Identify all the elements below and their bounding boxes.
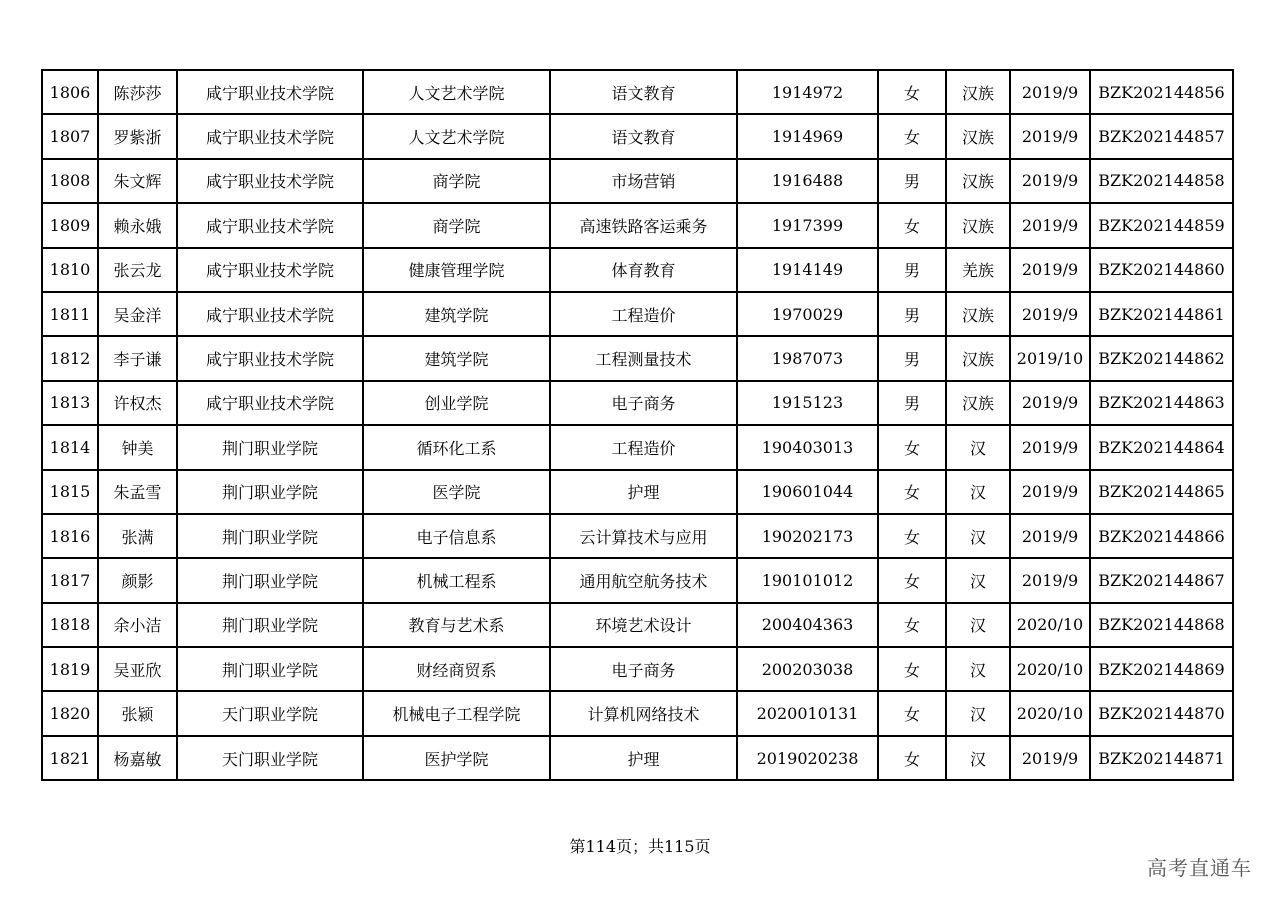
student-name-cell: 钟美: [98, 425, 177, 469]
gender-cell: 女: [878, 514, 946, 558]
ethnicity-cell: 汉: [946, 603, 1010, 647]
certificate-number-cell: BZK202144862: [1090, 336, 1233, 380]
major-cell: 市场营销: [550, 159, 737, 203]
table-row: [42, 292, 1233, 336]
gender-cell: 男: [878, 292, 946, 336]
page-indicator: 第114页；共115页: [569, 837, 711, 856]
student-name-cell: 吴金洋: [98, 292, 177, 336]
gender-cell: 女: [878, 425, 946, 469]
gender-cell: 女: [878, 558, 946, 602]
certificate-number-cell: BZK202144871: [1090, 736, 1233, 780]
table-row: [42, 425, 1233, 469]
department-cell: 循环化工系: [363, 425, 550, 469]
student-id-cell: 190601044: [737, 470, 878, 514]
student-name-cell: 颜影: [98, 558, 177, 602]
student-id-cell: 200203038: [737, 647, 878, 691]
school-cell: 荆门职业学院: [177, 558, 363, 602]
ethnicity-cell: 汉族: [946, 114, 1010, 158]
certificate-number-cell: BZK202144859: [1090, 203, 1233, 247]
department-cell: 健康管理学院: [363, 248, 550, 292]
ethnicity-cell: 汉: [946, 558, 1010, 602]
department-cell: 医学院: [363, 470, 550, 514]
enrollment-date-cell: 2019/9: [1010, 514, 1090, 558]
enrollment-date-cell: 2019/9: [1010, 70, 1090, 114]
ethnicity-cell: 汉: [946, 647, 1010, 691]
department-cell: 创业学院: [363, 381, 550, 425]
student-name-cell: 杨嘉敏: [98, 736, 177, 780]
enrollment-date-cell: 2019/9: [1010, 203, 1090, 247]
ethnicity-cell: 汉族: [946, 336, 1010, 380]
serial-number-cell: 1809: [42, 203, 98, 247]
serial-number-cell: 1819: [42, 647, 98, 691]
major-cell: 通用航空航务技术: [550, 558, 737, 602]
table-body: [42, 70, 1233, 780]
certificate-number-cell: BZK202144865: [1090, 470, 1233, 514]
department-cell: 财经商贸系: [363, 647, 550, 691]
major-cell: 工程造价: [550, 425, 737, 469]
school-cell: 天门职业学院: [177, 691, 363, 735]
student-id-cell: 1914149: [737, 248, 878, 292]
major-cell: 护理: [550, 470, 737, 514]
school-cell: 荆门职业学院: [177, 647, 363, 691]
enrollment-date-cell: 2020/10: [1010, 647, 1090, 691]
serial-number-cell: 1810: [42, 248, 98, 292]
school-cell: 咸宁职业技术学院: [177, 381, 363, 425]
table-row: [42, 736, 1233, 780]
serial-number-cell: 1821: [42, 736, 98, 780]
certificate-number-cell: BZK202144861: [1090, 292, 1233, 336]
certificate-number-cell: BZK202144860: [1090, 248, 1233, 292]
major-cell: 工程测量技术: [550, 336, 737, 380]
certificate-number-cell: BZK202144856: [1090, 70, 1233, 114]
gender-cell: 男: [878, 381, 946, 425]
gender-cell: 女: [878, 470, 946, 514]
department-cell: 教育与艺术系: [363, 603, 550, 647]
major-cell: 计算机网络技术: [550, 691, 737, 735]
gender-cell: 女: [878, 691, 946, 735]
ethnicity-cell: 汉: [946, 514, 1010, 558]
student-name-cell: 张云龙: [98, 248, 177, 292]
gender-cell: 女: [878, 603, 946, 647]
student-name-cell: 赖永娥: [98, 203, 177, 247]
student-id-cell: 190101012: [737, 558, 878, 602]
certificate-number-cell: BZK202144857: [1090, 114, 1233, 158]
school-cell: 荆门职业学院: [177, 470, 363, 514]
serial-number-cell: 1814: [42, 425, 98, 469]
serial-number-cell: 1818: [42, 603, 98, 647]
ethnicity-cell: 汉族: [946, 70, 1010, 114]
enrollment-date-cell: 2019/9: [1010, 425, 1090, 469]
school-cell: 咸宁职业技术学院: [177, 336, 363, 380]
enrollment-date-cell: 2019/9: [1010, 292, 1090, 336]
department-cell: 电子信息系: [363, 514, 550, 558]
ethnicity-cell: 汉族: [946, 203, 1010, 247]
student-name-cell: 朱文辉: [98, 159, 177, 203]
gender-cell: 女: [878, 70, 946, 114]
serial-number-cell: 1817: [42, 558, 98, 602]
enrollment-date-cell: 2019/9: [1010, 381, 1090, 425]
school-cell: 荆门职业学院: [177, 425, 363, 469]
department-cell: 建筑学院: [363, 336, 550, 380]
ethnicity-cell: 汉: [946, 736, 1010, 780]
student-id-cell: 1914969: [737, 114, 878, 158]
school-cell: 咸宁职业技术学院: [177, 248, 363, 292]
student-id-cell: 1987073: [737, 336, 878, 380]
gender-cell: 女: [878, 736, 946, 780]
student-id-cell: 200404363: [737, 603, 878, 647]
department-cell: 机械电子工程学院: [363, 691, 550, 735]
department-cell: 医护学院: [363, 736, 550, 780]
student-roster-table: [41, 69, 1234, 781]
major-cell: 体育教育: [550, 248, 737, 292]
student-id-cell: 2020010131: [737, 691, 878, 735]
school-cell: 咸宁职业技术学院: [177, 159, 363, 203]
watermark: 高考直通车: [1147, 856, 1252, 880]
department-cell: 商学院: [363, 159, 550, 203]
enrollment-date-cell: 2019/9: [1010, 114, 1090, 158]
enrollment-date-cell: 2019/9: [1010, 736, 1090, 780]
department-cell: 机械工程系: [363, 558, 550, 602]
certificate-number-cell: BZK202144868: [1090, 603, 1233, 647]
department-cell: 商学院: [363, 203, 550, 247]
major-cell: 高速铁路客运乘务: [550, 203, 737, 247]
certificate-number-cell: BZK202144867: [1090, 558, 1233, 602]
ethnicity-cell: 汉: [946, 470, 1010, 514]
major-cell: 语文教育: [550, 114, 737, 158]
certificate-number-cell: BZK202144866: [1090, 514, 1233, 558]
student-name-cell: 陈莎莎: [98, 70, 177, 114]
major-cell: 护理: [550, 736, 737, 780]
table-row: [42, 114, 1233, 158]
student-id-cell: 1917399: [737, 203, 878, 247]
school-cell: 荆门职业学院: [177, 514, 363, 558]
student-name-cell: 许权杰: [98, 381, 177, 425]
serial-number-cell: 1807: [42, 114, 98, 158]
ethnicity-cell: 汉: [946, 691, 1010, 735]
table-row: [42, 336, 1233, 380]
student-name-cell: 李子谦: [98, 336, 177, 380]
table-row: [42, 381, 1233, 425]
gender-cell: 男: [878, 248, 946, 292]
enrollment-date-cell: 2019/9: [1010, 470, 1090, 514]
student-name-cell: 吴亚欣: [98, 647, 177, 691]
certificate-number-cell: BZK202144863: [1090, 381, 1233, 425]
ethnicity-cell: 汉族: [946, 159, 1010, 203]
major-cell: 语文教育: [550, 70, 737, 114]
ethnicity-cell: 汉: [946, 425, 1010, 469]
student-name-cell: 罗紫浙: [98, 114, 177, 158]
enrollment-date-cell: 2020/10: [1010, 691, 1090, 735]
ethnicity-cell: 羌族: [946, 248, 1010, 292]
table-row: [42, 647, 1233, 691]
student-id-cell: 1970029: [737, 292, 878, 336]
enrollment-date-cell: 2019/9: [1010, 159, 1090, 203]
enrollment-date-cell: 2019/10: [1010, 336, 1090, 380]
major-cell: 电子商务: [550, 381, 737, 425]
table-row: [42, 470, 1233, 514]
school-cell: 天门职业学院: [177, 736, 363, 780]
school-cell: 荆门职业学院: [177, 603, 363, 647]
table-row: [42, 603, 1233, 647]
serial-number-cell: 1820: [42, 691, 98, 735]
student-name-cell: 余小洁: [98, 603, 177, 647]
serial-number-cell: 1813: [42, 381, 98, 425]
serial-number-cell: 1815: [42, 470, 98, 514]
certificate-number-cell: BZK202144864: [1090, 425, 1233, 469]
school-cell: 咸宁职业技术学院: [177, 114, 363, 158]
student-name-cell: 张颍: [98, 691, 177, 735]
student-id-cell: 190403013: [737, 425, 878, 469]
enrollment-date-cell: 2020/10: [1010, 603, 1090, 647]
department-cell: 人文艺术学院: [363, 114, 550, 158]
department-cell: 建筑学院: [363, 292, 550, 336]
certificate-number-cell: BZK202144870: [1090, 691, 1233, 735]
ethnicity-cell: 汉族: [946, 292, 1010, 336]
gender-cell: 女: [878, 203, 946, 247]
enrollment-date-cell: 2019/9: [1010, 248, 1090, 292]
serial-number-cell: 1808: [42, 159, 98, 203]
table-row: [42, 248, 1233, 292]
school-cell: 咸宁职业技术学院: [177, 70, 363, 114]
gender-cell: 女: [878, 647, 946, 691]
major-cell: 电子商务: [550, 647, 737, 691]
major-cell: 工程造价: [550, 292, 737, 336]
student-id-cell: 1916488: [737, 159, 878, 203]
table-row: [42, 70, 1233, 114]
student-name-cell: 朱孟雪: [98, 470, 177, 514]
enrollment-date-cell: 2019/9: [1010, 558, 1090, 602]
major-cell: 云计算技术与应用: [550, 514, 737, 558]
table-row: [42, 558, 1233, 602]
department-cell: 人文艺术学院: [363, 70, 550, 114]
gender-cell: 男: [878, 336, 946, 380]
school-cell: 咸宁职业技术学院: [177, 292, 363, 336]
certificate-number-cell: BZK202144858: [1090, 159, 1233, 203]
certificate-number-cell: BZK202144869: [1090, 647, 1233, 691]
serial-number-cell: 1811: [42, 292, 98, 336]
ethnicity-cell: 汉族: [946, 381, 1010, 425]
student-id-cell: 1915123: [737, 381, 878, 425]
student-name-cell: 张满: [98, 514, 177, 558]
serial-number-cell: 1806: [42, 70, 98, 114]
serial-number-cell: 1812: [42, 336, 98, 380]
gender-cell: 女: [878, 114, 946, 158]
serial-number-cell: 1816: [42, 514, 98, 558]
table-row: [42, 514, 1233, 558]
table-row: [42, 203, 1233, 247]
student-id-cell: 1914972: [737, 70, 878, 114]
school-cell: 咸宁职业技术学院: [177, 203, 363, 247]
major-cell: 环境艺术设计: [550, 603, 737, 647]
table-row: [42, 159, 1233, 203]
table-row: [42, 691, 1233, 735]
gender-cell: 男: [878, 159, 946, 203]
student-id-cell: 190202173: [737, 514, 878, 558]
student-id-cell: 2019020238: [737, 736, 878, 780]
